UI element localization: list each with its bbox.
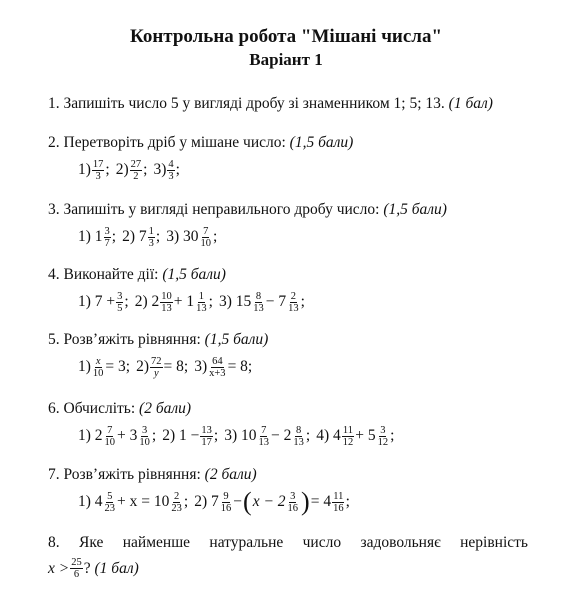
task-4-item-2: 2) 2 10 13 + 1 1 13 ;: [134, 290, 213, 314]
fraction: 11 16: [333, 490, 344, 514]
fraction: 1 13: [196, 290, 207, 314]
task-2-items: [78, 155, 532, 185]
close-paren: ): [301, 487, 310, 516]
task-7-item-1: 1) 4 5 23 + x = 10 2 23 ;: [78, 490, 189, 514]
item-label: 1): [78, 161, 91, 178]
task-8: [48, 533, 528, 580]
task-7-points: (2 бали): [204, 466, 257, 483]
task-7-text: 7. Розв’яжіть рівняння:: [48, 466, 201, 483]
task-3-text: 3. Запишіть у вигляді неправильного дробу число:: [48, 201, 380, 218]
task-8-line-1: 8. Яке найменше натуральне число задовольняє нерівність: [48, 534, 528, 551]
fraction: $\frac{x}{10}$: [92, 355, 104, 379]
task-2-points: (1,5 бали): [289, 134, 354, 151]
fraction: 4 3: [168, 158, 174, 182]
fraction: 27 2: [130, 158, 142, 182]
fraction: 17 3: [92, 158, 104, 182]
fraction: 5 23: [104, 490, 116, 514]
task-8-points: (1 бал): [94, 559, 139, 577]
task-6-text: 6. Обчисліть:: [48, 400, 136, 417]
fraction: 7 10: [200, 225, 212, 249]
fraction: 2 13: [288, 290, 299, 314]
fraction: $\frac{64}{x+3}$: [209, 355, 226, 379]
fraction: 1 3: [148, 225, 154, 249]
task-3-items: [78, 222, 532, 252]
fraction: $\frac{3}{5}$: [117, 290, 123, 314]
task-7-items: [78, 487, 532, 517]
task-3-item-1: 1) 1 3 7 ;: [78, 225, 117, 249]
task-5-item-1: 1) $\frac{x}{10}$ = 3;: [78, 355, 131, 379]
task-5-text: 5. Розв’яжіть рівняння:: [48, 331, 201, 348]
task-3: [48, 200, 532, 252]
fraction: 3 12: [377, 424, 389, 448]
task-4: [48, 265, 532, 317]
open-paren: (: [243, 487, 252, 516]
fraction: $\frac{72}{y}$: [151, 355, 162, 379]
task-4-points: (1,5 бали): [162, 266, 226, 283]
task-5-item-3: 3) $\frac{64}{x+3}$ = 8;: [194, 355, 253, 379]
task-4-items: [78, 287, 532, 317]
task-1: [48, 94, 532, 114]
fraction: 9 16: [220, 490, 232, 514]
fraction: 7 10: [104, 424, 116, 448]
task-2-item-1: 1) 17 3 ;: [78, 158, 110, 182]
fraction: 10 13: [161, 290, 172, 314]
fraction: 8 13: [253, 290, 264, 314]
fraction: 3 16: [287, 490, 299, 514]
task-3-item-2: 2) 7 1 3 ;: [122, 225, 161, 249]
task-6-item-3: 3) 10 7 13 − 2 8 13 ;: [224, 424, 311, 448]
task-2-item-3: 3) 4 3 ;: [153, 158, 180, 182]
fraction: 3 10: [139, 424, 150, 448]
task-6-points: (2 бали): [139, 400, 192, 417]
item-label: 3): [153, 161, 167, 178]
task-6-item-4: 4) 4 11 12 + 5 3 12 ;: [316, 424, 395, 448]
task-5: [48, 330, 532, 382]
task-8-line-2: x > 25 6 ? (1 бал): [48, 557, 139, 580]
task-1-points: (1 бал): [448, 95, 493, 112]
fraction: 3 7: [104, 225, 110, 249]
task-5-points: (1,5 бали): [204, 331, 269, 348]
task-6-item-2: 2) 1 − $\frac{13}{17}$ ;: [162, 424, 219, 448]
task-2-item-2: 2) 27 2 ;: [115, 158, 148, 182]
fraction: 8 13: [293, 424, 304, 448]
task-7: [48, 465, 532, 517]
item-label: 2): [115, 161, 129, 178]
task-6-item-1: 1) 2 7 10 + 3 3 10 ;: [78, 424, 157, 448]
fraction: $\frac{13}{17}$: [201, 424, 212, 448]
task-4-text: 4. Виконайте дії:: [48, 266, 159, 283]
task-5-items: [78, 352, 532, 382]
variant-label: Варіант 1: [249, 50, 323, 69]
task-3-points: (1,5 бали): [383, 201, 447, 218]
fraction: 7 13: [258, 424, 269, 448]
task-6: [48, 399, 532, 451]
task-4-item-1: 1) 7 + $\frac{3}{5}$ ;: [78, 290, 129, 314]
task-2-text: 2. Перетворіть дріб у мішане число:: [48, 134, 286, 151]
task-6-items: [78, 421, 532, 451]
fraction: 11 12: [342, 424, 354, 448]
page-title: Контрольна робота "Мішані числа": [129, 26, 443, 47]
task-3-item-3: 3) 30 7 10 ;: [166, 225, 218, 249]
task-1-text: 1. Запишіть число 5 у вигляді дробу зі знаменником 1; 5; 13.: [48, 95, 445, 112]
fraction: 2 23: [171, 490, 182, 514]
task-2: [48, 133, 532, 185]
task-4-item-3: 3) 15 8 13 − 7 2 13 ;: [218, 290, 305, 314]
task-7-item-2: 2) 7 9 16 − ( x − 2 3 16 ) = 4 11 16 ;: [194, 487, 350, 516]
task-5-item-2: 2) $\frac{72}{y}$ = 8;: [136, 355, 189, 379]
fraction: 25 6: [71, 557, 82, 580]
